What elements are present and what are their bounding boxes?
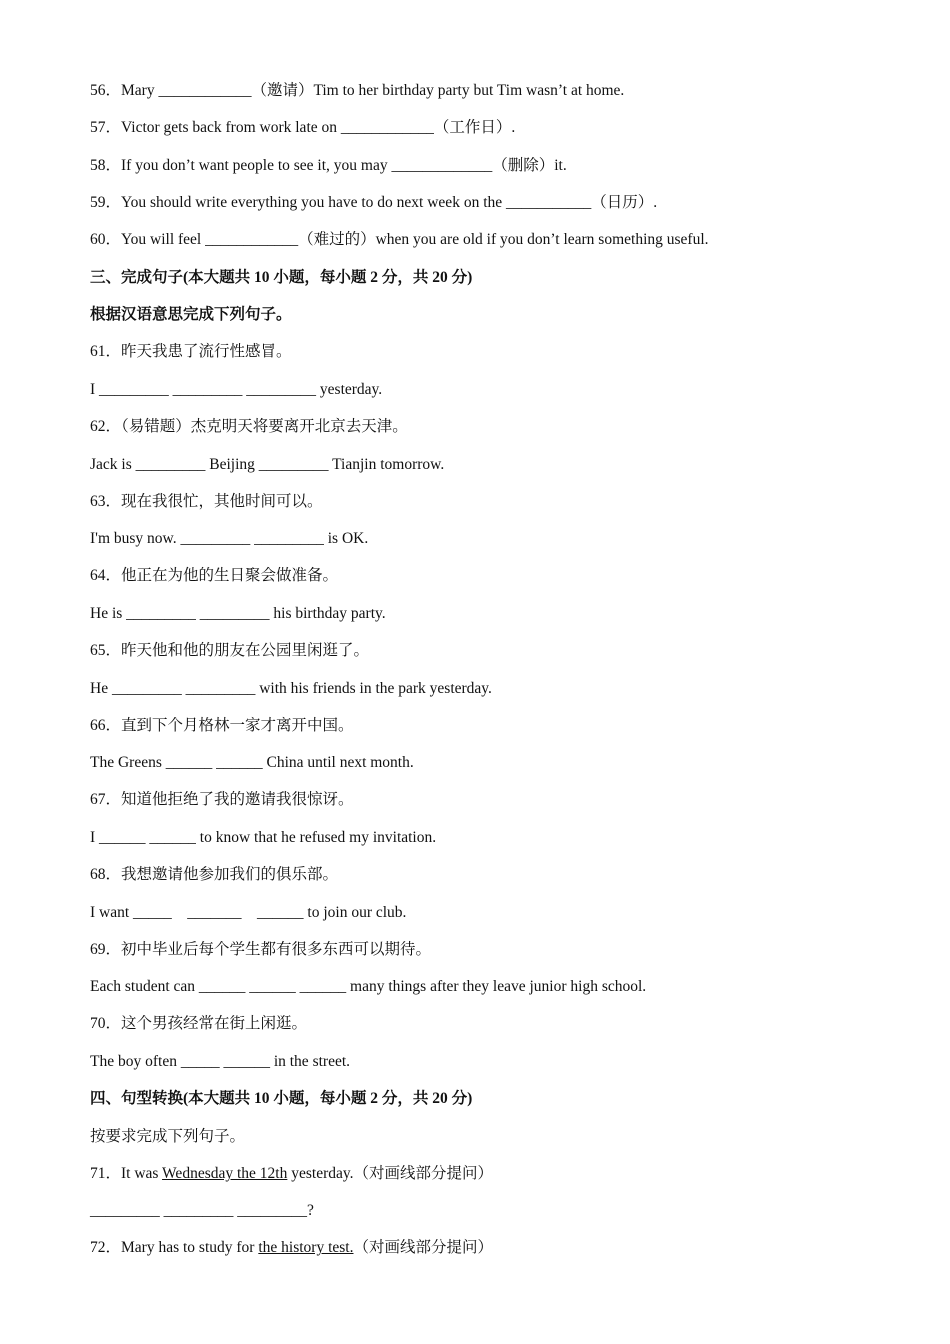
question-63: 63．现在我很忙，其他时间可以。 <box>90 493 323 510</box>
question-66: 66．直到下个月格林一家才离开中国。 <box>90 717 354 734</box>
question-61: 61．昨天我患了流行性感冒。 <box>90 343 292 360</box>
question-71 <box>90 1164 493 1184</box>
question-65: 65．昨天他和他的朋友在公园里闲逛了。 <box>90 642 370 659</box>
answer-62: Jack is _________ Beijing _________ Tianjin tomorrow. <box>90 456 445 473</box>
question-70: 70．这个男孩经常在街上闲逛。 <box>90 1015 308 1032</box>
question-58: 58．If you don’t want people to see it, you may _____________（删除）it. <box>90 157 567 174</box>
section-3-heading: 三、完成句子(本大题共 10 小题，每小题 2 分，共 20 分) <box>90 269 473 286</box>
answer-63: I'm busy now. _________ _________ is OK. <box>90 530 369 547</box>
answer-70: The boy often _____ ______ in the street. <box>90 1053 351 1070</box>
answer-71: _________ _________ _________? <box>90 1202 314 1219</box>
question-69: 69．初中毕业后每个学生都有很多东西可以期待。 <box>90 941 432 958</box>
question-59: 59．You should write everything you have to do next week on the ___________（日历）. <box>90 194 658 211</box>
question-64: 64．他正在为他的生日聚会做准备。 <box>90 567 339 584</box>
question-68: 68．我想邀请他参加我们的俱乐部。 <box>90 866 339 883</box>
section-3-instruction: 根据汉语意思完成下列句子。 <box>90 306 292 323</box>
question-57: 57．Victor gets back from work late on ____________（工作日）. <box>90 119 516 136</box>
question-71-suffix: yesterday.（对画线部分提问） <box>287 1165 493 1182</box>
answer-67: I ______ ______ to know that he refused my invitation. <box>90 829 437 846</box>
question-72 <box>90 1238 493 1258</box>
answer-69: Each student can ______ ______ ______ many things after they leave junior high school. <box>90 978 647 995</box>
question-72-underlined: the history test. <box>258 1239 354 1256</box>
answer-68: I want _____ _______ ______ to join our club. <box>90 904 407 921</box>
question-56: 56．Mary ____________（邀请）Tim to her birthday party but Tim wasn’t at home. <box>90 82 625 99</box>
answer-65: He _________ _________ with his friends in the park yesterday. <box>90 680 492 697</box>
question-62: 62．（易错题）杰克明天将要离开北京去天津。 <box>90 418 408 435</box>
question-71-underlined: Wednesday the 12th <box>162 1165 288 1182</box>
question-67: 67．知道他拒绝了我的邀请我很惊讶。 <box>90 791 354 808</box>
question-72-prefix: 72．Mary has to study for <box>90 1239 259 1256</box>
question-71-prefix: 71．It was <box>90 1165 163 1182</box>
answer-66: The Greens ______ ______ China until next month. <box>90 754 414 771</box>
answer-61: I _________ _________ _________ yesterday. <box>90 381 383 398</box>
question-72-suffix: （对画线部分提问） <box>353 1239 493 1256</box>
question-60: 60．You will feel ____________（难过的）when you are old if you don’t learn something useful. <box>90 231 709 248</box>
section-4-instruction: 按要求完成下列句子。 <box>90 1128 246 1145</box>
answer-64: He is _________ _________ his birthday party. <box>90 605 386 622</box>
section-4-heading: 四、句型转换(本大题共 10 小题，每小题 2 分，共 20 分) <box>90 1090 473 1107</box>
